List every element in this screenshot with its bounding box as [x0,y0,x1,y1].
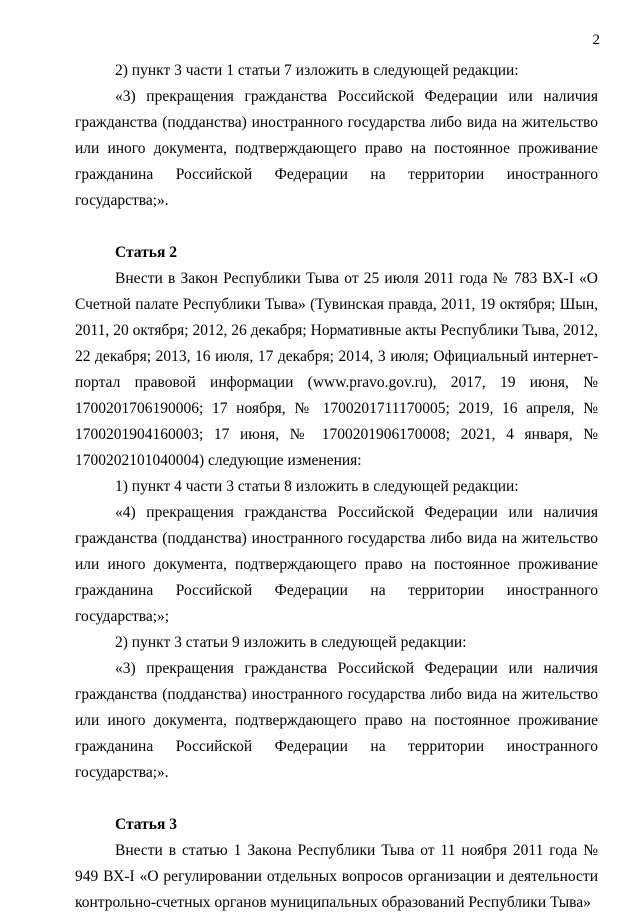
paragraph-quote-item-3-second: «3) прекращения гражданства Российской Федерации или наличия гражданства (подданства) иностранного государства либо вида на жительство или иного документа, подтверждающего право на постоянное проживание гражданина Российской Федерации на территории иностранного государства;». [75,660,598,781]
article-2-heading: Статья 2 [115,244,177,261]
spacer [75,786,598,812]
document-body [75,58,598,916]
paragraph-item-2-intro: 2) пункт 3 части 1 статьи 7 изложить в следующей редакции: [115,62,519,79]
page-number: 2 [592,32,600,48]
paragraph-quote-item-4: «4) прекращения гражданства Российской Федерации или наличия гражданства (подданства) иностранного государства либо вида на жительство или иного документа, подтверждающего право на постоянное проживание гражданина Российской Федерации на территории иностранного государства;»; [75,504,598,625]
article-3-heading: Статья 3 [115,816,177,833]
paragraph-item-1: 1) пункт 4 части 3 статьи 8 изложить в следующей редакции: [115,478,519,495]
paragraph-article-3-intro: Внести в статью 1 Закона Республики Тыва от 11 ноября 2011 года № 949 ВХ-I «О регулировании отдельных вопросов организации и деятельности контрольно-счетных органов муниципальных образований Республики Тыва» [75,842,598,911]
spacer [75,214,598,240]
paragraph-quote-item-3: «3) прекращения гражданства Российской Федерации или наличия гражданства (подданства) иностранного государства либо вида на жительство или иного документа, подтверждающего право на постоянное проживание гражданина Российской Федерации на территории иностранного государства;». [75,88,598,209]
paragraph-article-2-intro: Внести в Закон Республики Тыва от 25 июля 2011 года № 783 ВХ-I «О Счетной палате Республики Тыва» (Тувинская правда, 2011, 19 октября; Шын, 2011, 20 октября; 2012, 26 декабря; Нормативные акты Республики Тыва, 2012, 22 декабря; 2013, 16 июля, 17 декабря; 2014, 3 июля; Официальный интернет-портал правовой информации (www.pravo.gov.ru), 2017, 19 июня, № 1700201706190006; 17 ноября, № 1700201711170005; 2019, 16 апреля, № 1700201904160003; 17 июня, № 1700201906170008; 2021, 4 января, № 1700202101040004) следующие изменения: [75,270,598,469]
paragraph-item-2: 2) пункт 3 статьи 9 изложить в следующей редакции: [115,634,467,651]
